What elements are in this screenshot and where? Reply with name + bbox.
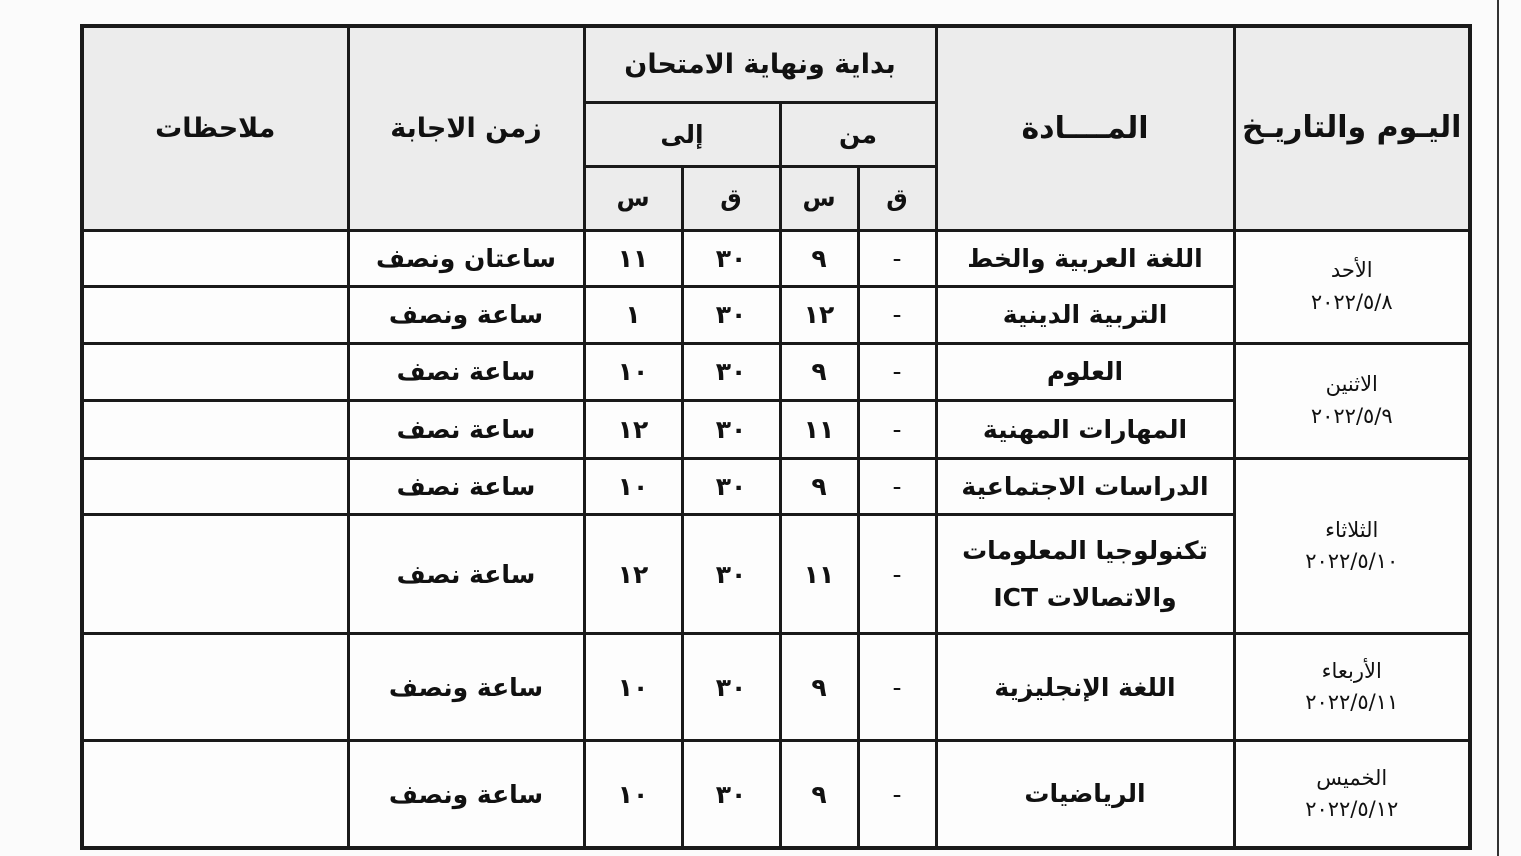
header-to-hour: س	[584, 166, 682, 230]
from-minute-cell: -	[858, 634, 936, 741]
to-hour-cell: ١٢	[584, 515, 682, 634]
day-name: الاثنين	[1325, 372, 1378, 397]
notes-cell	[82, 741, 348, 848]
from-minute-cell: -	[858, 343, 936, 401]
header-notes: ملاحظات	[82, 26, 348, 230]
table-row	[82, 343, 1470, 401]
day-cell	[1234, 741, 1470, 848]
header-from-hour: س	[780, 166, 858, 230]
day-date: ٢٠٢٢/٥/١٠	[1305, 549, 1399, 574]
day-cell	[1234, 634, 1470, 741]
to-minute-cell: ٣٠	[682, 230, 780, 287]
notes-cell	[82, 230, 348, 287]
notes-cell	[82, 634, 348, 741]
duration-cell: ساعة ونصف	[348, 287, 584, 344]
from-minute-cell: -	[858, 741, 936, 848]
notes-cell	[82, 458, 348, 515]
to-hour-cell: ١	[584, 287, 682, 344]
subject-cell: العلوم	[936, 343, 1234, 401]
from-hour-cell: ١١	[780, 515, 858, 634]
subject-cell: اللغة الإنجليزية	[936, 634, 1234, 741]
to-hour-cell: ١٠	[584, 343, 682, 401]
notes-cell	[82, 401, 348, 459]
day-date: ٢٠٢٢/٥/٩	[1310, 403, 1393, 428]
from-minute-cell: -	[858, 515, 936, 634]
header-from-minute: ق	[858, 166, 936, 230]
notes-cell	[82, 343, 348, 401]
subject-cell: التربية الدينية	[936, 287, 1234, 344]
to-minute-cell: ٣٠	[682, 634, 780, 741]
from-minute-cell: -	[858, 230, 936, 287]
to-hour-cell: ١٠	[584, 634, 682, 741]
day-name: الأحد	[1330, 258, 1373, 283]
from-hour-cell: ١١	[780, 401, 858, 459]
duration-cell: ساعة ونصف	[348, 741, 584, 848]
page-edge-line	[1497, 0, 1499, 856]
notes-cell	[82, 287, 348, 344]
from-minute-cell: -	[858, 458, 936, 515]
to-minute-cell: ٣٠	[682, 741, 780, 848]
to-minute-cell: ٣٠	[682, 287, 780, 344]
duration-cell: ساعة نصف	[348, 458, 584, 515]
to-hour-cell: ١١	[584, 230, 682, 287]
subject-cell: الرياضيات	[936, 741, 1234, 848]
day-date: ٢٠٢٢/٥/١١	[1305, 690, 1399, 715]
from-minute-cell: -	[858, 401, 936, 459]
duration-cell: ساعة ونصف	[348, 634, 584, 741]
subject-cell: اللغة العربية والخط	[936, 230, 1234, 287]
from-hour-cell: ١٢	[780, 287, 858, 344]
header-duration: زمن الاجابة	[348, 26, 584, 230]
subject-cell: المهارات المهنية	[936, 401, 1234, 459]
to-hour-cell: ١٠	[584, 458, 682, 515]
header-subject: المــــادة	[936, 26, 1234, 230]
day-name: الثلاثاء	[1325, 517, 1379, 542]
from-hour-cell: ٩	[780, 741, 858, 848]
to-hour-cell: ١٢	[584, 401, 682, 459]
table-row	[82, 634, 1470, 741]
duration-cell: ساعة نصف	[348, 401, 584, 459]
subject-cell: تكنولوجيا المعلومات والاتصالات ICT	[936, 515, 1234, 634]
exam-schedule-table	[80, 24, 1472, 850]
subject-cell: الدراسات الاجتماعية	[936, 458, 1234, 515]
header-day-date: اليـوم والتاريـخ	[1234, 26, 1470, 230]
day-cell	[1234, 230, 1470, 343]
header-to-minute: ق	[682, 166, 780, 230]
from-hour-cell: ٩	[780, 343, 858, 401]
day-name: الخميس	[1316, 765, 1388, 790]
table-row	[82, 230, 1470, 287]
from-hour-cell: ٩	[780, 634, 858, 741]
from-hour-cell: ٩	[780, 458, 858, 515]
from-minute-cell: -	[858, 287, 936, 344]
to-minute-cell: ٣٠	[682, 343, 780, 401]
table-header	[82, 26, 1470, 230]
day-date: ٢٠٢٢/٥/٨	[1310, 289, 1393, 314]
to-hour-cell: ١٠	[584, 741, 682, 848]
duration-cell: ساعة نصف	[348, 343, 584, 401]
table-row	[82, 741, 1470, 848]
day-cell	[1234, 343, 1470, 458]
header-from: من	[780, 102, 936, 166]
table-row	[82, 458, 1470, 515]
day-date: ٢٠٢٢/٥/١٢	[1305, 797, 1399, 822]
from-hour-cell: ٩	[780, 230, 858, 287]
header-exam-time: بداية ونهاية الامتحان	[584, 26, 936, 102]
header-to: إلى	[584, 102, 780, 166]
day-name: الأربعاء	[1321, 658, 1382, 683]
duration-cell: ساعتان ونصف	[348, 230, 584, 287]
duration-cell: ساعة نصف	[348, 515, 584, 634]
to-minute-cell: ٣٠	[682, 458, 780, 515]
to-minute-cell: ٣٠	[682, 515, 780, 634]
notes-cell	[82, 515, 348, 634]
table-body	[82, 230, 1470, 848]
day-cell	[1234, 458, 1470, 634]
to-minute-cell: ٣٠	[682, 401, 780, 459]
